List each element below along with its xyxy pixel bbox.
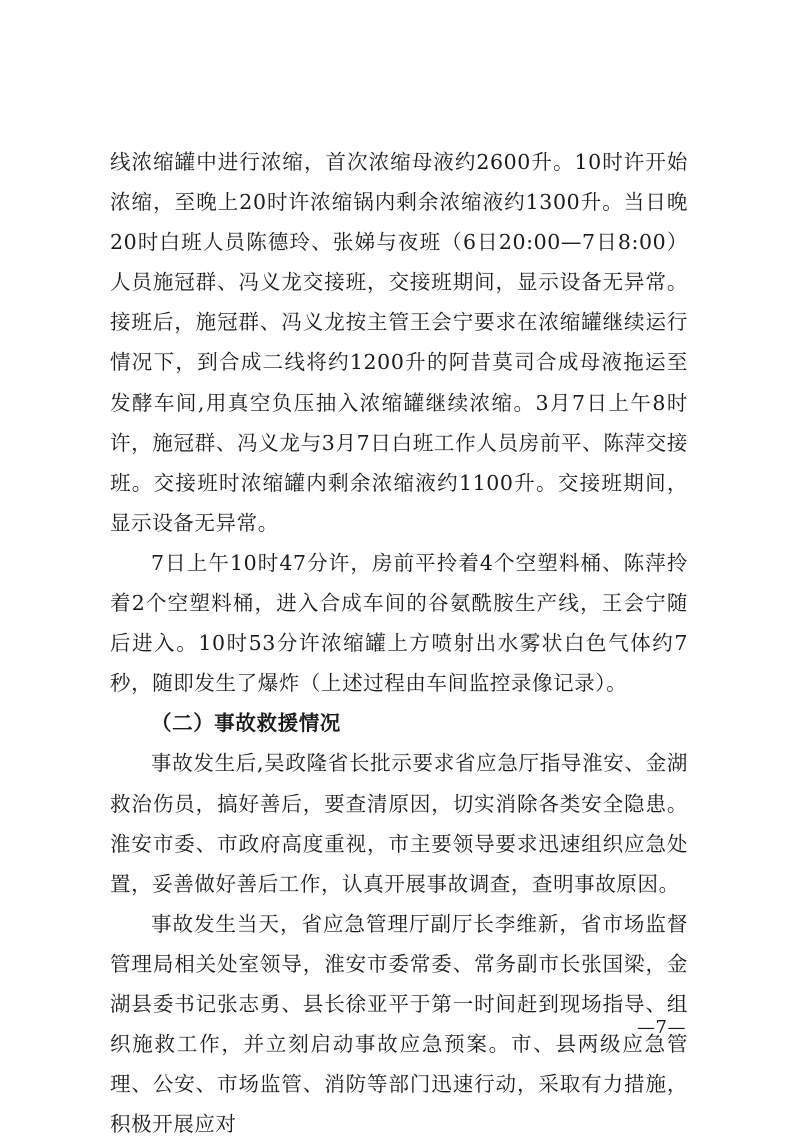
section-heading: （二）事故救援情况	[151, 711, 341, 736]
body-text	[110, 142, 688, 1144]
paragraph-rescue-response: 事故发生当天，省应急管理厅副厅长李维新，省市场监督管理局相关处室领导，淮安市委常委、常务副市长张国梁，金湖县委书记张志勇、县长徐亚平于第一时间赶到现场指导、组织施救工作，并立刻启动事故应急预案。市、县两级应急管理、公安、市场监管、消防等部门迅速行动，采取有力措施，积极开展应对	[110, 911, 688, 1137]
paragraph-rescue-instructions: 事故发生后,吴政隆省长批示要求省应急厅指导淮安、金湖救治伤员，搞好善后，要查清原因，切实消除各类安全隐患。淮安市委、市政府高度重视，市主要领导要求迅速组织应急处置，妥善做好善后工作，认真开展事故调查，查明事故原因。	[110, 751, 688, 896]
paragraph-explosion: 7日上午10时47分许，房前平拎着4个空塑料桶、陈萍拎着2个空塑料桶，进入合成车间的谷氨酰胺生产线，王会宁随后进入。10时53分许浓缩罐上方喷射出水雾状白色气体约7秒，随即发生了爆炸（上述过程由车间监控录像记录）。	[110, 550, 688, 696]
page-number: —7—	[637, 1017, 686, 1038]
paragraph-continued: 线浓缩罐中进行浓缩，首次浓缩母液约2600升。10时许开始浓缩，至晚上20时许浓缩锅内剩余浓缩液约1300升。当日晚20时白班人员陈德玲、张娣与夜班（6日20:00—7日8:00）人员施冠群、冯义龙交接班，交接班期间，显示设备无异常。接班后，施冠群、冯义龙按主管王会宁要求在浓缩罐继续运行情况下，到合成二线将约1200升的阿昔莫司合成母液拖运至发酵车间,用真空负压抽入浓缩罐继续浓缩。3月7日上午8时许，施冠群、冯义龙与3月7日白班工作人员房前平、陈萍交接班。交接班时浓缩罐内剩余浓缩液约1100升。交接班期间，显示设备无异常。	[110, 150, 688, 535]
